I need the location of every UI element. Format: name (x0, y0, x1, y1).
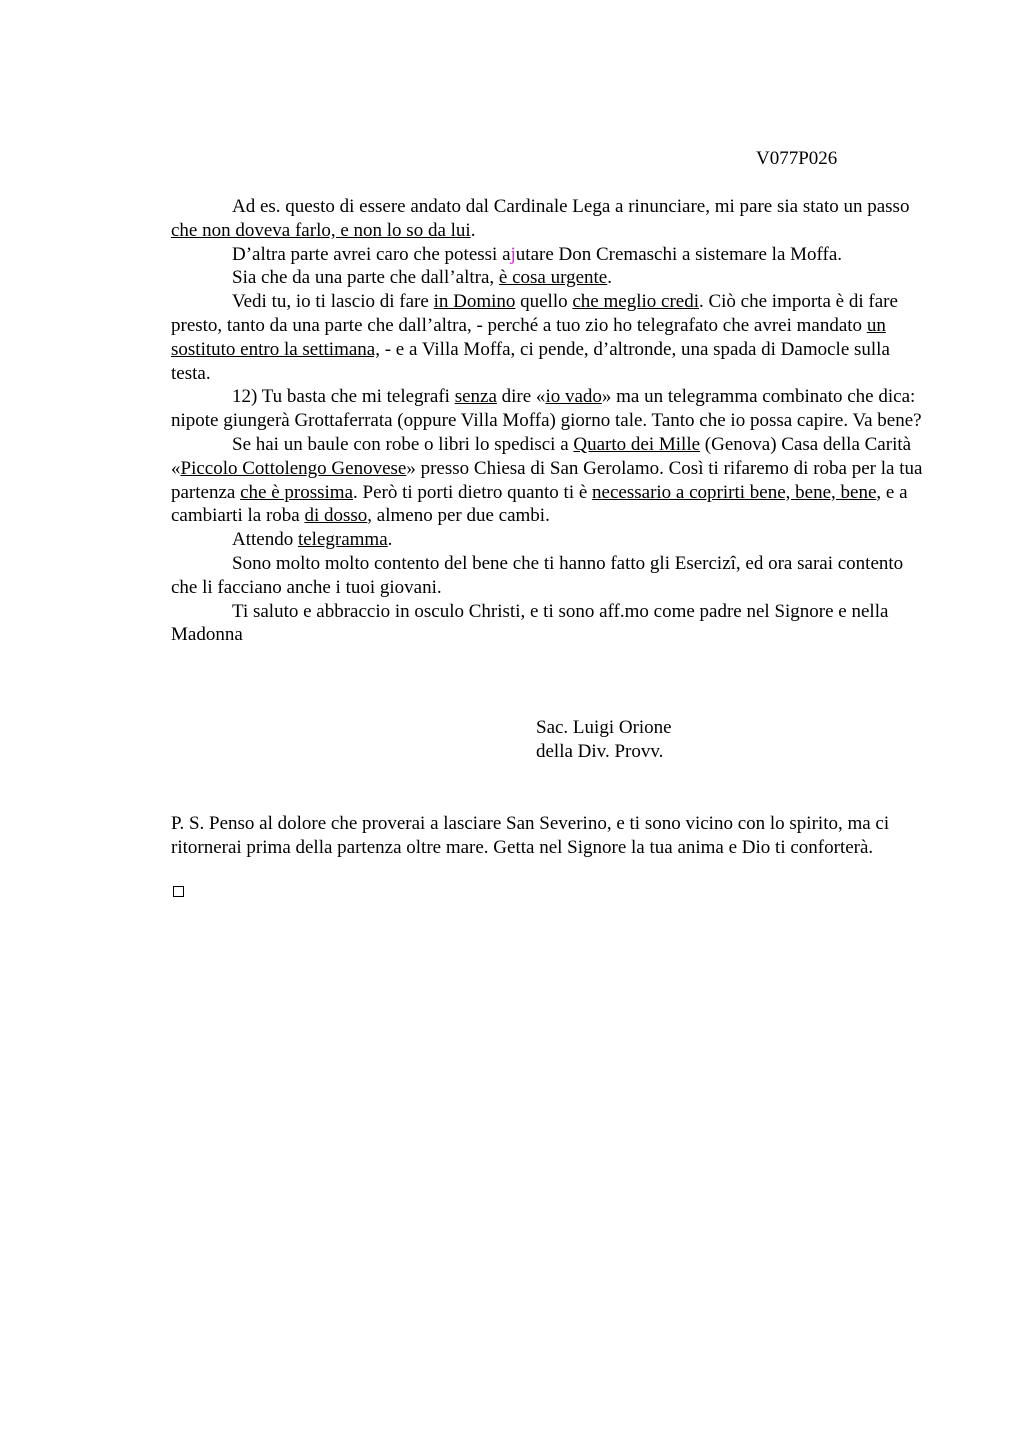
underlined-text: in Domino (433, 291, 516, 313)
paragraph-7 (171, 528, 923, 552)
postscript: P. S. Penso al dolore che proverai a lasciare San Severino, e ti sono vicino con lo spirito, ma ci ritornerai prima della partenza oltre mare. Getta nel Signore la tua anima e Dio ti conforterà. (171, 813, 890, 858)
underlined-text: che non doveva farlo, e non lo so da lui (171, 219, 471, 241)
text: utare Don Cremaschi a sistemare la Moffa. (515, 243, 843, 265)
end-square-icon (173, 886, 184, 897)
signature (536, 716, 672, 764)
paragraph-2 (171, 243, 923, 267)
underlined-text: Quarto dei Mille (573, 433, 701, 455)
text: , ed ora sarai contento che li facciano anche i tuoi giovani. (171, 552, 904, 598)
text: - e a Villa Moffa, ci pende, d’altronde, una spada di Damocle sulla testa. (171, 338, 890, 384)
highlighted-letter: j (510, 243, 516, 265)
text: . Però ti porti dietro quanto ti è (353, 481, 593, 503)
text: Vedi tu, io ti lascio di fare (232, 291, 434, 313)
text: , e a cambiarti la roba (171, 481, 908, 527)
letter-body (171, 195, 923, 647)
underlined-text: un sostituto entro la settimana, (171, 314, 886, 360)
paragraph-8 (171, 552, 923, 600)
text: Sono molto molto contento del bene che ti hanno fatto gli Esercizi (232, 552, 736, 574)
text: Ad es. questo di essere andato dal Cardinale Lega a rinunciare, mi pare sia stato un passo (232, 196, 910, 217)
underlined-text: di dosso (304, 505, 368, 527)
text: . Ciò che importa è di fare presto, tanto da una parte che dall’altra, - perché a tuo zio ho telegrafato che avrei mandato (171, 291, 898, 336)
paragraph-1 (171, 195, 923, 243)
text: , almeno per due cambi. (367, 505, 550, 527)
signature-name: Sac. Luigi Orione (536, 717, 672, 738)
text: . (387, 529, 393, 551)
paragraph-6 (171, 433, 923, 528)
text: » ma un telegramma combinato che dica: nipote giungerà Grottaferrata (oppure Villa Moffa) giorno tale. Tanto che io possa capire. Va bene? (171, 386, 922, 432)
text: D’altra parte avrei caro che potessi a (232, 243, 511, 265)
underlined-text: Piccolo Cottolengo Genovese (180, 457, 407, 479)
text: Sia che da una parte che dall’altra, (232, 267, 499, 289)
paragraph-3 (171, 266, 923, 290)
text: Se hai un baule con robe o libri lo spedisci a (232, 433, 574, 455)
paragraph-9 (171, 600, 923, 648)
underlined-text: che meglio credi (572, 291, 699, 313)
text: . (470, 219, 476, 241)
paragraph-5 (171, 385, 923, 433)
text: 12) Tu basta che mi telegrafi (232, 386, 455, 408)
page-id: V077P026 (756, 148, 838, 169)
underlined-text: che è prossima (240, 481, 353, 503)
underlined-text: telegramma (297, 529, 388, 551)
paragraph-4 (171, 290, 923, 385)
underlined-text: necessario a coprirti bene, bene, bene (592, 481, 877, 503)
text: (Genova) Casa della Carità « (171, 433, 912, 479)
text: Attendo (232, 529, 298, 551)
text: Ti saluto e abbraccio in osculo Christi, e ti sono aff.mo come padre nel Signore e nella Madonna (171, 600, 889, 646)
signature-title: della Div. Provv. (536, 741, 664, 762)
text: dire « (496, 386, 546, 408)
text: » presso Chiesa di San Gerolamo. Così ti rifaremo di roba per la tua partenza (171, 457, 923, 503)
underlined-text: senza (454, 386, 497, 408)
text: . (607, 267, 612, 289)
text: quello (515, 291, 573, 313)
underlined-text: è cosa urgente (498, 267, 608, 289)
underlined-text: io vado (545, 386, 602, 408)
